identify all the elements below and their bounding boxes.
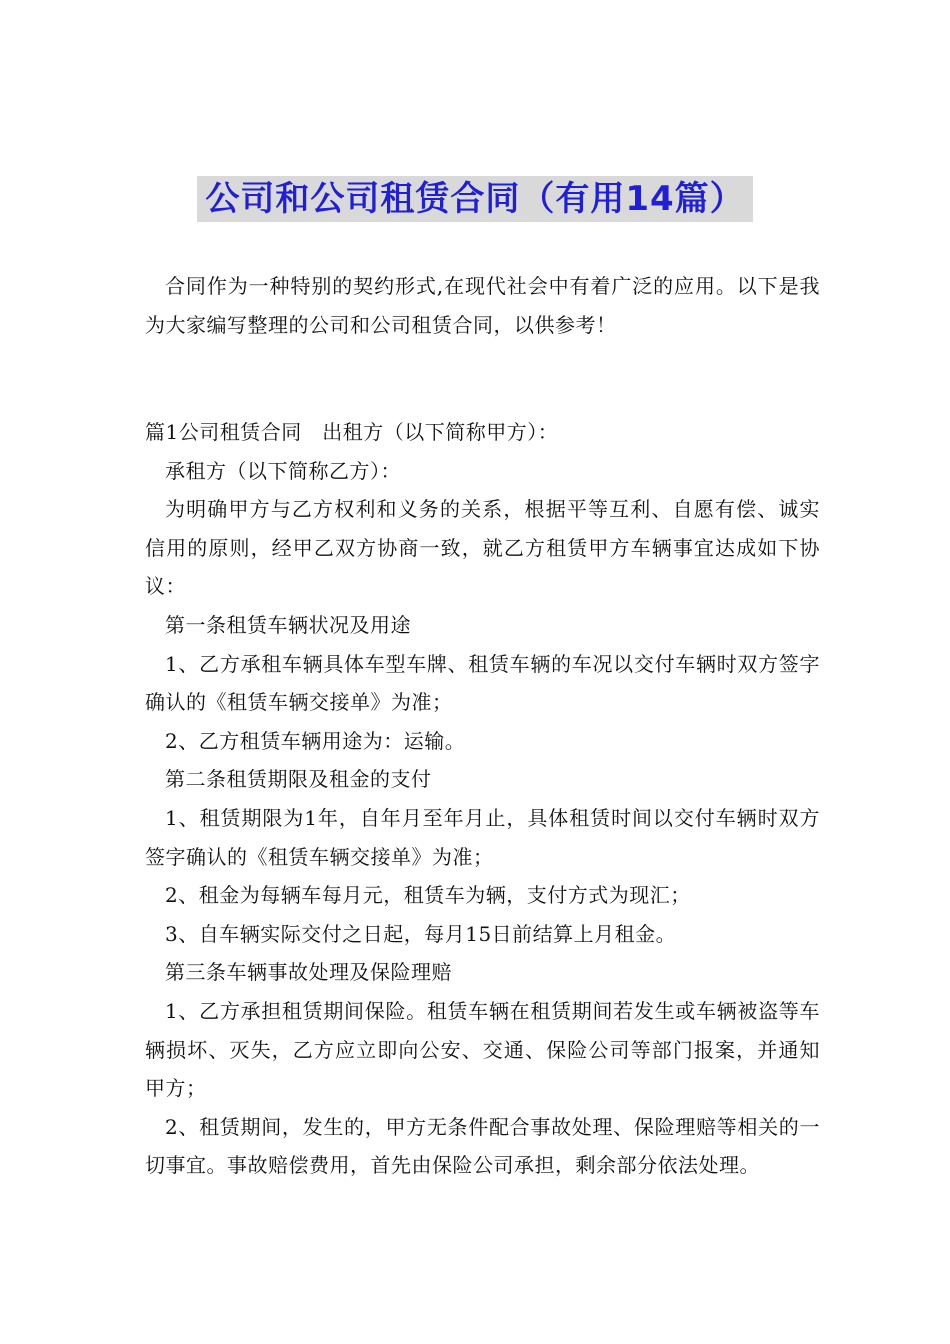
lessee-line: 承租方（以下简称乙方）： — [165, 458, 401, 483]
contract-body — [145, 413, 820, 1185]
preamble-paragraph: 为明确甲方与乙方权利和义务的关系，根据平等互利、自愿有偿、诚实信用的原则，经甲乙双方协商一致，就乙方租赁甲方车辆事宜达成如下协议： — [145, 497, 820, 599]
clause-paragraph: 2、租赁期间，发生的，甲方无条件配合事故处理、保险理赔等相关的一切事宜。事故赔偿费用，首先由保险公司承担，剩余部分依法处理。 — [145, 1114, 820, 1178]
clause-paragraph: 2、租金为每辆车每月元，租赁车为辆，支付方式为现汇； — [165, 883, 691, 908]
clause-paragraph: 1、乙方承担租赁期间保险。租赁车辆在租赁期间若发生或车辆被盗等车辆损坏、灭失，乙方应立即向公安、交通、保险公司等部门报案，并通知甲方； — [145, 998, 820, 1101]
article-heading: 第三条车辆事故处理及保险理赔 — [165, 960, 452, 985]
document-title: 公司和公司租赁合同（有用14篇） — [197, 176, 752, 222]
intro-section — [145, 267, 820, 344]
article-heading: 第一条租赁车辆状况及用途 — [165, 612, 411, 637]
clause-paragraph: 3、自车辆实际交付之日起，每月15日前结算上月租金。 — [165, 921, 677, 946]
intro-paragraph: 合同作为一种特别的契约形式,在现代社会中有着广泛的应用。以下是我为大家编写整理的公司和公司租赁合同，以供参考！ — [145, 274, 820, 337]
clause-paragraph: 1、乙方承租车辆具体车型车牌、租赁车辆的车况以交付车辆时双方签字确认的《租赁车辆交接单》为准； — [145, 651, 820, 715]
title-container — [0, 176, 950, 222]
chapter-heading: 篇1公司租赁合同 出租方（以下简称甲方）： — [145, 420, 559, 444]
article-heading: 第二条租赁期限及租金的支付 — [165, 767, 432, 792]
clause-paragraph: 2、乙方租赁车辆用途为：运输。 — [165, 728, 466, 753]
clause-paragraph: 1、租赁期限为1年，自年月至年月止，具体租赁时间以交付车辆时双方签字确认的《租赁车辆交接单》为准； — [145, 805, 820, 869]
